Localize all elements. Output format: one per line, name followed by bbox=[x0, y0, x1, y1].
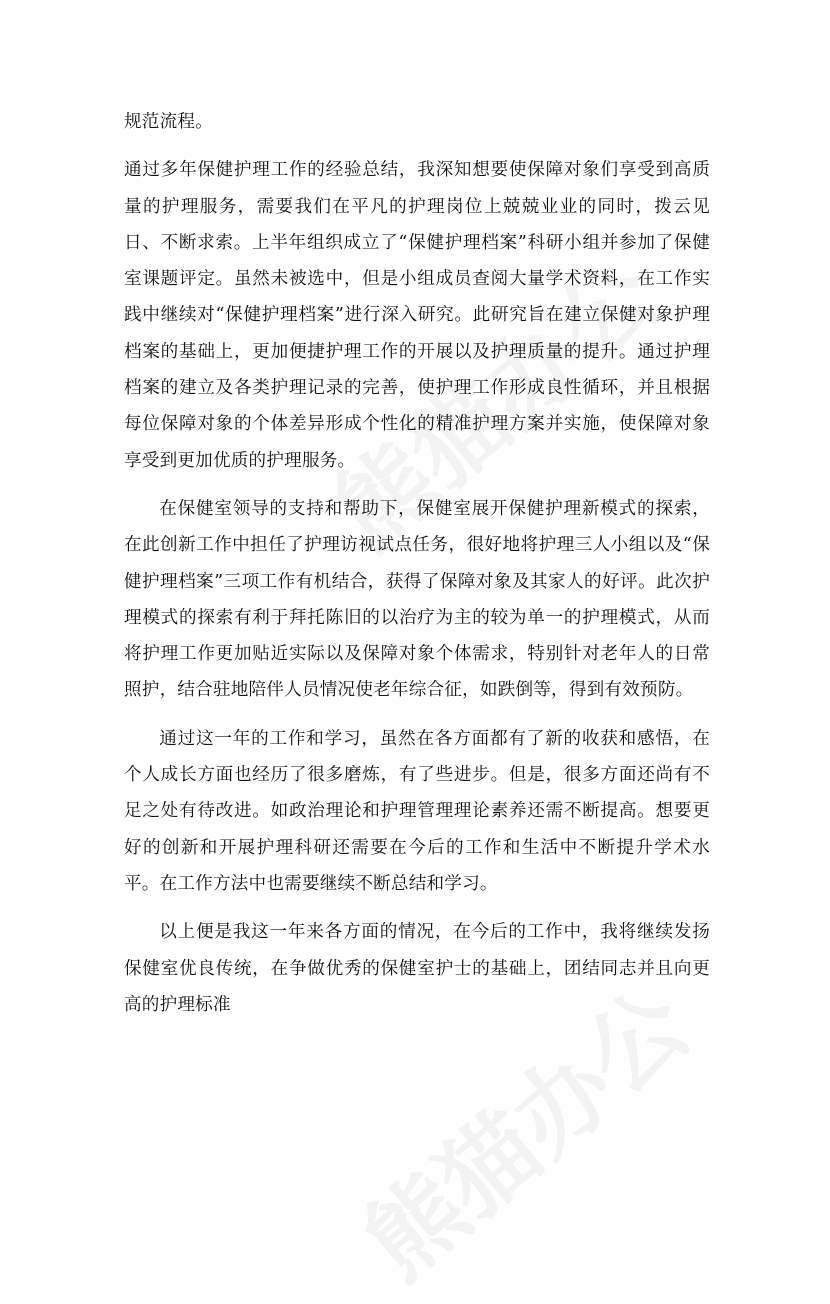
paragraph: 规范流程。 bbox=[124, 112, 213, 132]
document-body bbox=[124, 104, 710, 1023]
paragraph: 在保健室领导的支持和帮助下，保健室展开保健护理新模式的探索，在此创新工作中担任了护理访视试点任务，很好地将护理三人小组以及“保健护理档案”三项工作有机结合，获得了保障对象及其家人的好评。此次护理模式的探索有利于拜托陈旧的以治疗为主的较为单一的护理模式，从而将护理工作更加贴近实际以及保障对象个体需求，特别针对老年人的日常照护，结合驻地陪伴人员情况使老年综合征，如跌倒等，得到有效预防。 bbox=[124, 498, 710, 701]
paragraph: 通过这一年的工作和学习，虽然在各方面都有了新的收获和感悟，在个人成长方面也经历了很多磨炼，有了些进步。但是，很多方面还尚有不足之处有待改进。如政治理论和护理管理理论素养还需不断提高。想要更好的创新和开展护理科研还需要在今后的工作和生活中不断提升学术水平。在工作方法中也需要继续不断总结和学习。 bbox=[124, 728, 710, 894]
paragraph: 以上便是我这一年来各方面的情况，在今后的工作中，我将继续发扬保健室优良传统，在争做优秀的保健室护士的基础上，团结同志并且向更高的护理标准 bbox=[124, 922, 710, 1015]
paragraph: 通过多年保健护理工作的经验总结，我深知想要使保障对象们享受到高质量的护理服务，需要我们在平凡的护理岗位上兢兢业业的同时，拨云见日、不断求索。上半年组织成立了“保健护理档案”科研小组并参加了保健室课题评定。虽然未被选中，但是小组成员查阅大量学术资料，在工作实践中继续对“保健护理档案”进行深入研究。此研究旨在建立保健对象护理档案的基础上，更加便捷护理工作的开展以及护理质量的提升。通过护理档案的建立及各类护理记录的完善，使护理工作形成良性循环，并且根据每位保障对象的个体差异形成个性化的精准护理方案并实施，使保障对象享受到更加优质的护理服务。 bbox=[124, 160, 710, 471]
